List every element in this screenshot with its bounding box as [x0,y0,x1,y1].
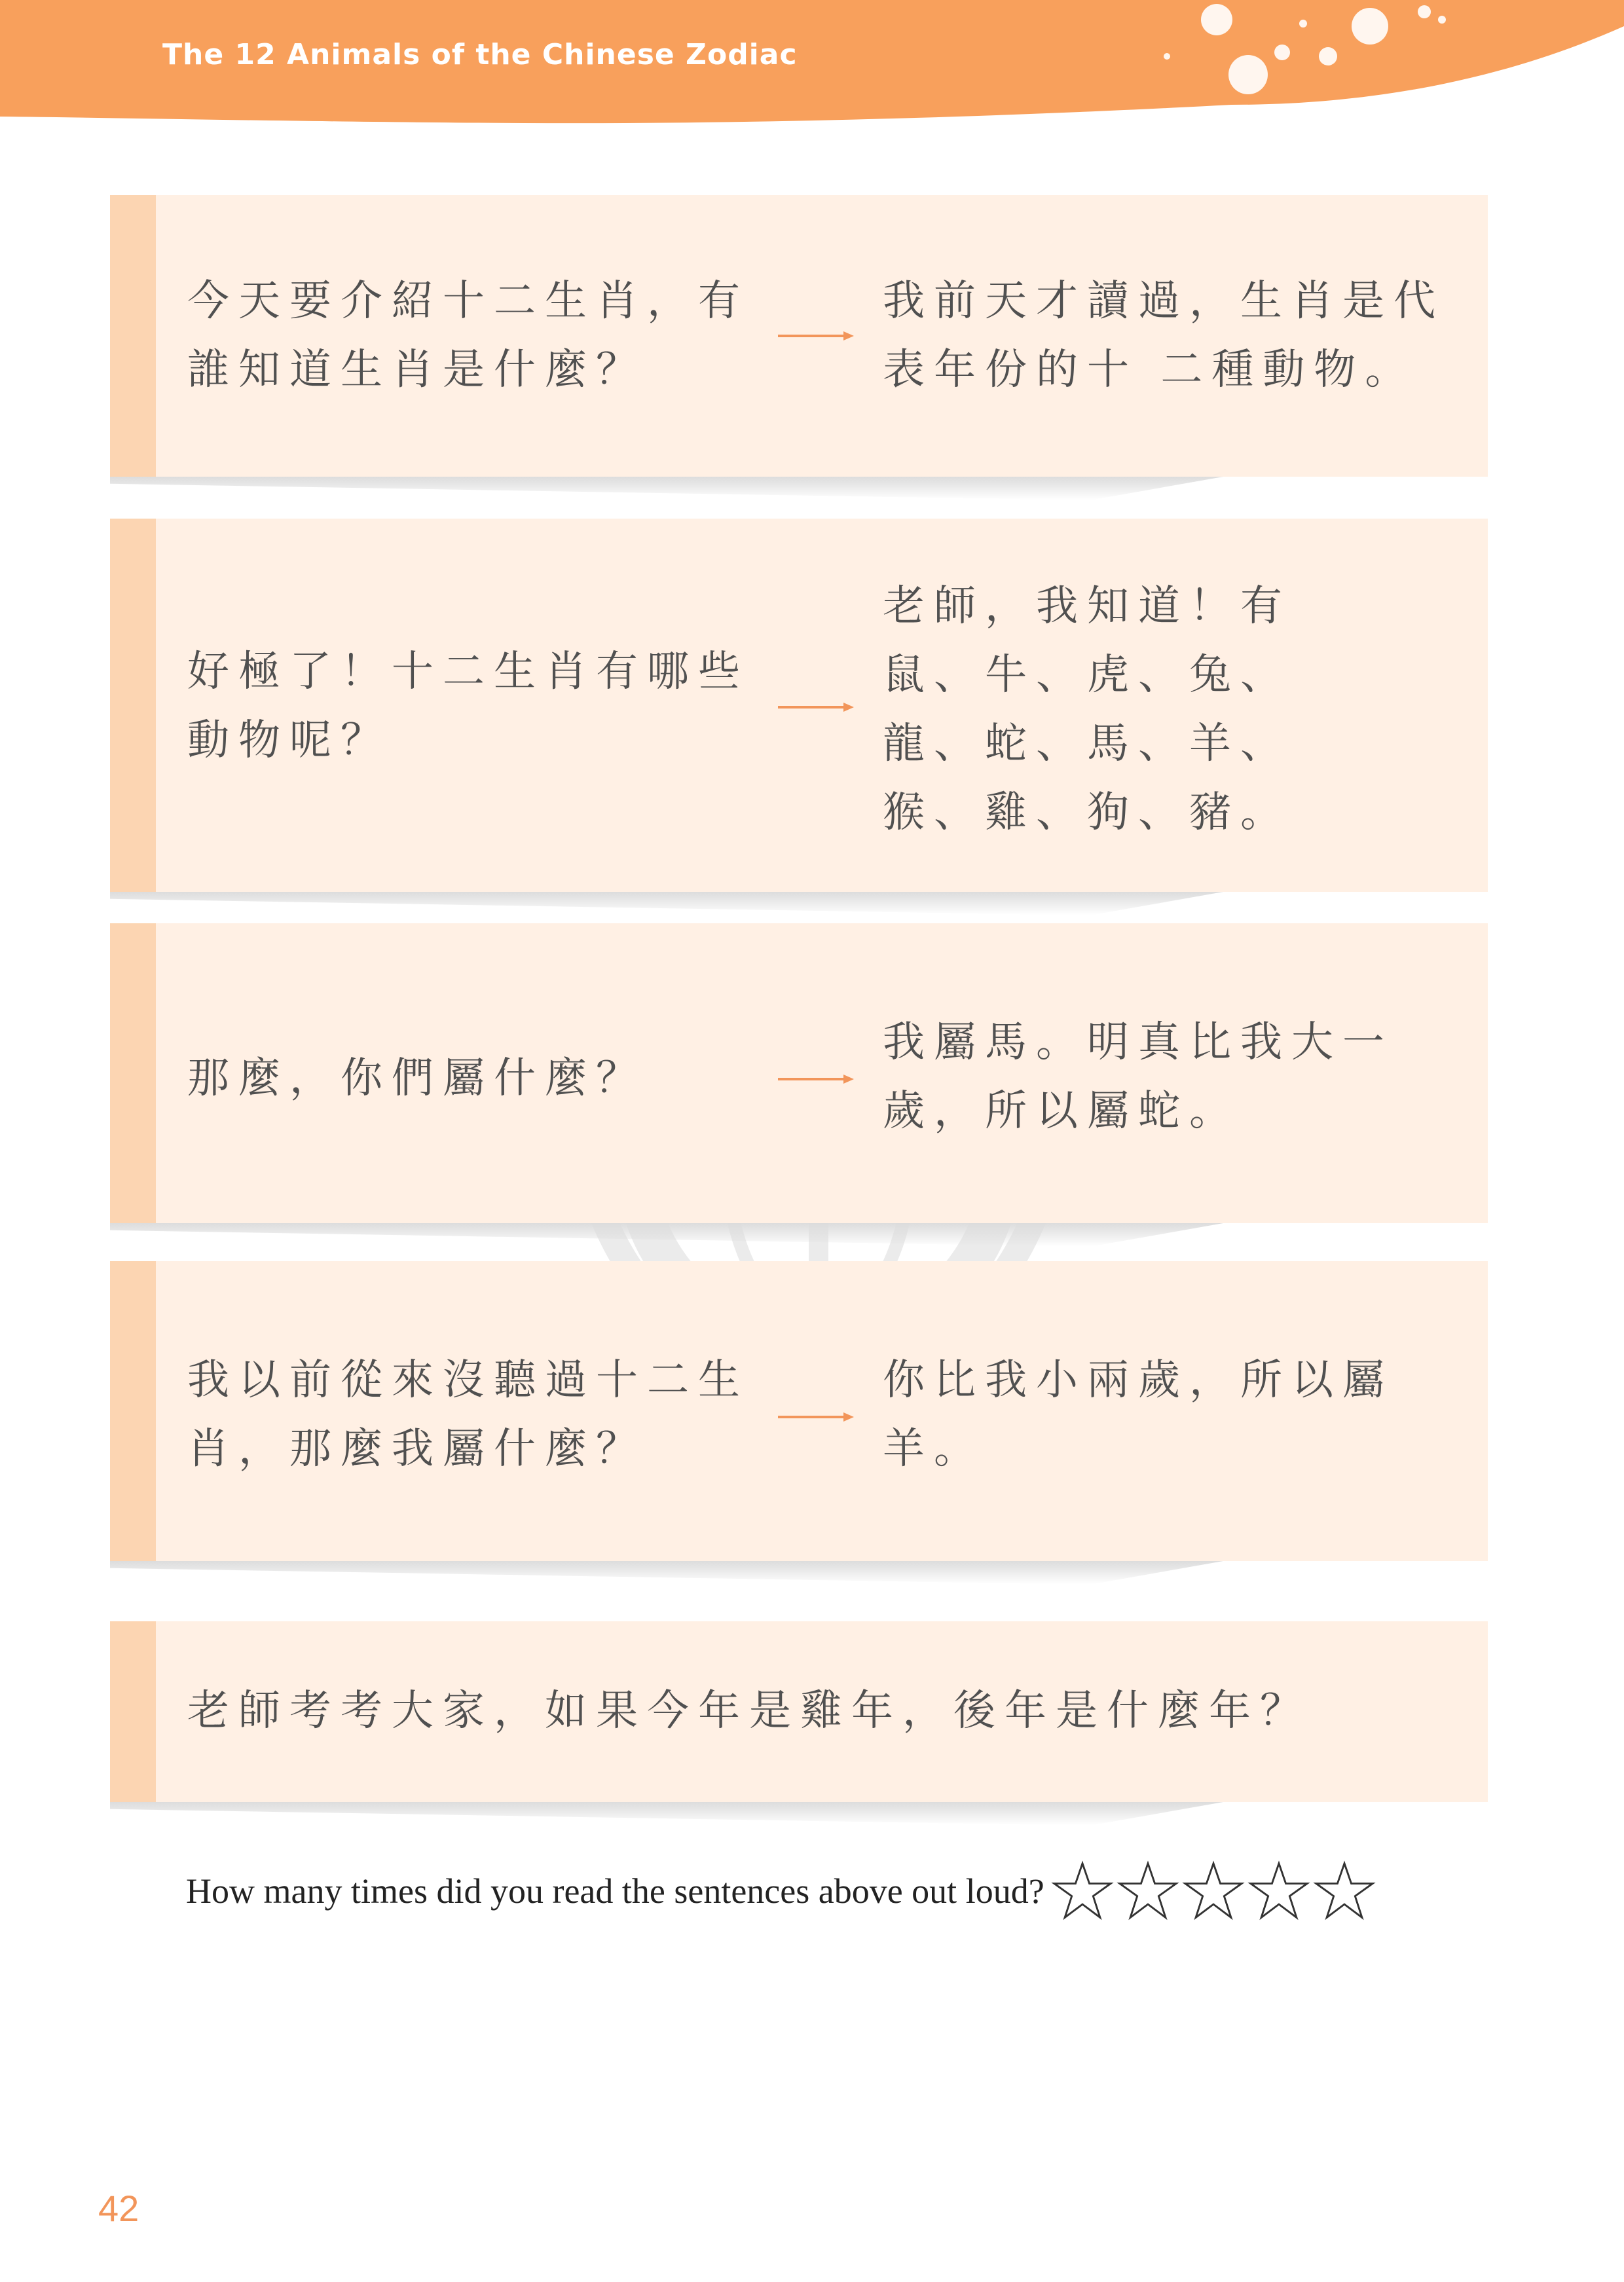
card-stripe [110,1261,156,1561]
final-question-text: 老師考考大家，如果今年是雞年，後年是什麼年？ [187,1687,1311,1735]
answer-text: 老師，我知道！有鼠、牛、虎、兔、龍、蛇、馬、羊、猴、雞、狗、豬。 [883,582,1291,837]
star-outline-icon[interactable] [1051,1860,1114,1923]
star-outline-icon[interactable] [1313,1860,1376,1923]
star-outline-icon[interactable] [1116,1860,1179,1923]
card-stripe [110,923,156,1223]
page-number: 42 [98,2188,139,2229]
card-shadow [110,477,1223,500]
star-outline-icon[interactable] [1182,1860,1245,1923]
answer-text: 我屬馬。明真比我大一歲，所以屬蛇。 [883,1018,1393,1135]
question-text: 好極了！十二生肖有哪些動物呢？ [187,648,749,765]
final-question-card [110,1621,1488,1802]
star-outline-icon[interactable] [1247,1860,1310,1923]
question-text: 我以前從來沒聽過十二生肖，那麼我屬什麼？ [187,1356,749,1473]
answer-text: 我前天才讀過，生肖是代表年份的十 二種動物。 [883,277,1445,394]
arrow-right-icon [778,1410,854,1424]
dialogue-card [110,519,1488,892]
card-stripe [110,1621,156,1802]
card-stripe [110,519,156,892]
dialogue-card [110,923,1488,1223]
page-header [0,0,1624,131]
card-shadow [110,1802,1223,1826]
reading-prompt-text: How many times did you read the sentences above out loud? [186,1871,1044,1911]
arrow-right-icon [778,1073,854,1086]
star-rating [1051,1860,1378,1923]
answer-text: 你比我小兩歲，所以屬羊。 [883,1356,1393,1473]
dialogue-card [110,195,1488,477]
arrow-right-icon [778,329,854,342]
arrow-right-icon [778,701,854,714]
book-title: The 12 Animals of the Chinese Zodiac [162,38,798,71]
card-stripe [110,195,156,477]
card-shadow [110,1561,1223,1585]
question-text: 那麼，你們屬什麼？ [187,1054,647,1103]
dialogue-card [110,1261,1488,1561]
question-text: 今天要介紹十二生肖，有誰知道生肖是什麼？ [187,277,749,394]
reading-tracker [186,1860,1378,1923]
